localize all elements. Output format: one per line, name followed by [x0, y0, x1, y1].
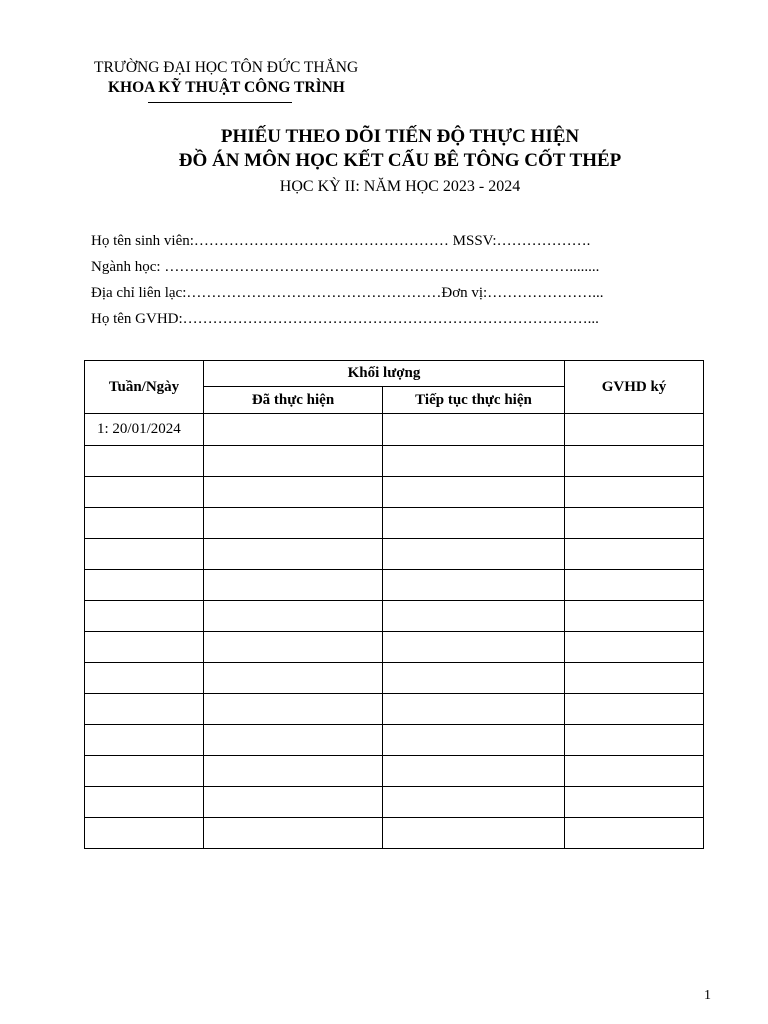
done-cell [204, 694, 383, 725]
signature-cell [565, 477, 704, 508]
week-cell [85, 725, 204, 756]
next-cell [383, 414, 565, 446]
next-cell [383, 632, 565, 663]
major-line: Ngành học: ………………………………………………………………………........ [91, 259, 600, 275]
signature-cell [565, 539, 704, 570]
signature-cell [565, 694, 704, 725]
next-cell [383, 787, 565, 818]
done-cell [204, 446, 383, 477]
next-cell [383, 818, 565, 849]
progress-table [84, 360, 704, 849]
week-cell [85, 818, 204, 849]
week-cell [85, 694, 204, 725]
column-header-next: Tiếp tục thực hiện [383, 387, 565, 414]
week-cell [85, 477, 204, 508]
signature-cell [565, 756, 704, 787]
table-row [85, 756, 704, 787]
week-cell [85, 508, 204, 539]
signature-cell [565, 725, 704, 756]
student-name-line: Họ tên sinh viên:…………………………………………… MSSV:………………. [91, 233, 591, 249]
signature-cell [565, 818, 704, 849]
signature-cell [565, 446, 704, 477]
table-row [85, 446, 704, 477]
table-row [85, 818, 704, 849]
table-row [85, 477, 704, 508]
table-row [85, 694, 704, 725]
signature-cell [565, 663, 704, 694]
next-cell [383, 694, 565, 725]
signature-cell [565, 601, 704, 632]
semester-label: HỌC KỲ II: NĂM HỌC 2023 - 2024 [279, 178, 521, 195]
next-cell [383, 446, 565, 477]
table-row [85, 570, 704, 601]
document-title-line2: ĐỒ ÁN MÔN HỌC KẾT CẤU BÊ TÔNG CỐT THÉP [178, 150, 622, 171]
next-cell [383, 601, 565, 632]
column-header-volume: Khối lượng [204, 361, 565, 387]
school-name: TRƯỜNG ĐẠI HỌC TÔN ĐỨC THẮNG [94, 59, 359, 76]
table-row [85, 663, 704, 694]
table-row [85, 632, 704, 663]
next-cell [383, 756, 565, 787]
next-cell [383, 663, 565, 694]
column-header-signature: GVHD ký [565, 361, 704, 414]
week-cell [85, 787, 204, 818]
table-row [85, 601, 704, 632]
done-cell [204, 414, 383, 446]
done-cell [204, 818, 383, 849]
done-cell [204, 477, 383, 508]
page-number: 1 [704, 988, 711, 1003]
done-cell [204, 601, 383, 632]
done-cell [204, 756, 383, 787]
next-cell [383, 477, 565, 508]
table-row [85, 539, 704, 570]
document-title-line1: PHIẾU THEO DÕI TIẾN ĐỘ THỰC HIỆN [220, 126, 580, 147]
column-header-week: Tuần/Ngày [85, 361, 204, 414]
signature-cell [565, 787, 704, 818]
done-cell [204, 663, 383, 694]
header-divider [148, 102, 292, 103]
table-row [85, 787, 704, 818]
week-cell [85, 663, 204, 694]
week-cell [85, 632, 204, 663]
next-cell [383, 725, 565, 756]
week-cell [85, 570, 204, 601]
signature-cell [565, 414, 704, 446]
done-cell [204, 570, 383, 601]
done-cell [204, 508, 383, 539]
table-row [85, 414, 704, 446]
signature-cell [565, 508, 704, 539]
done-cell [204, 787, 383, 818]
next-cell [383, 508, 565, 539]
week-cell [85, 446, 204, 477]
week-cell [85, 601, 204, 632]
done-cell [204, 632, 383, 663]
table-row [85, 725, 704, 756]
advisor-line: Họ tên GVHD:………………………………………………………………………... [91, 311, 599, 327]
signature-cell [565, 632, 704, 663]
contact-line: Địa chỉ liên lạc:……………………………………………Đơn vị:…………………... [91, 285, 604, 301]
table-row [85, 508, 704, 539]
done-cell [204, 539, 383, 570]
done-cell [204, 725, 383, 756]
week-cell: 1: 20/01/2024 [85, 414, 204, 446]
next-cell [383, 539, 565, 570]
week-cell [85, 756, 204, 787]
column-header-done: Đã thực hiện [204, 387, 383, 414]
next-cell [383, 570, 565, 601]
signature-cell [565, 570, 704, 601]
faculty-name: KHOA KỸ THUẬT CÔNG TRÌNH [108, 79, 345, 96]
week-cell [85, 539, 204, 570]
